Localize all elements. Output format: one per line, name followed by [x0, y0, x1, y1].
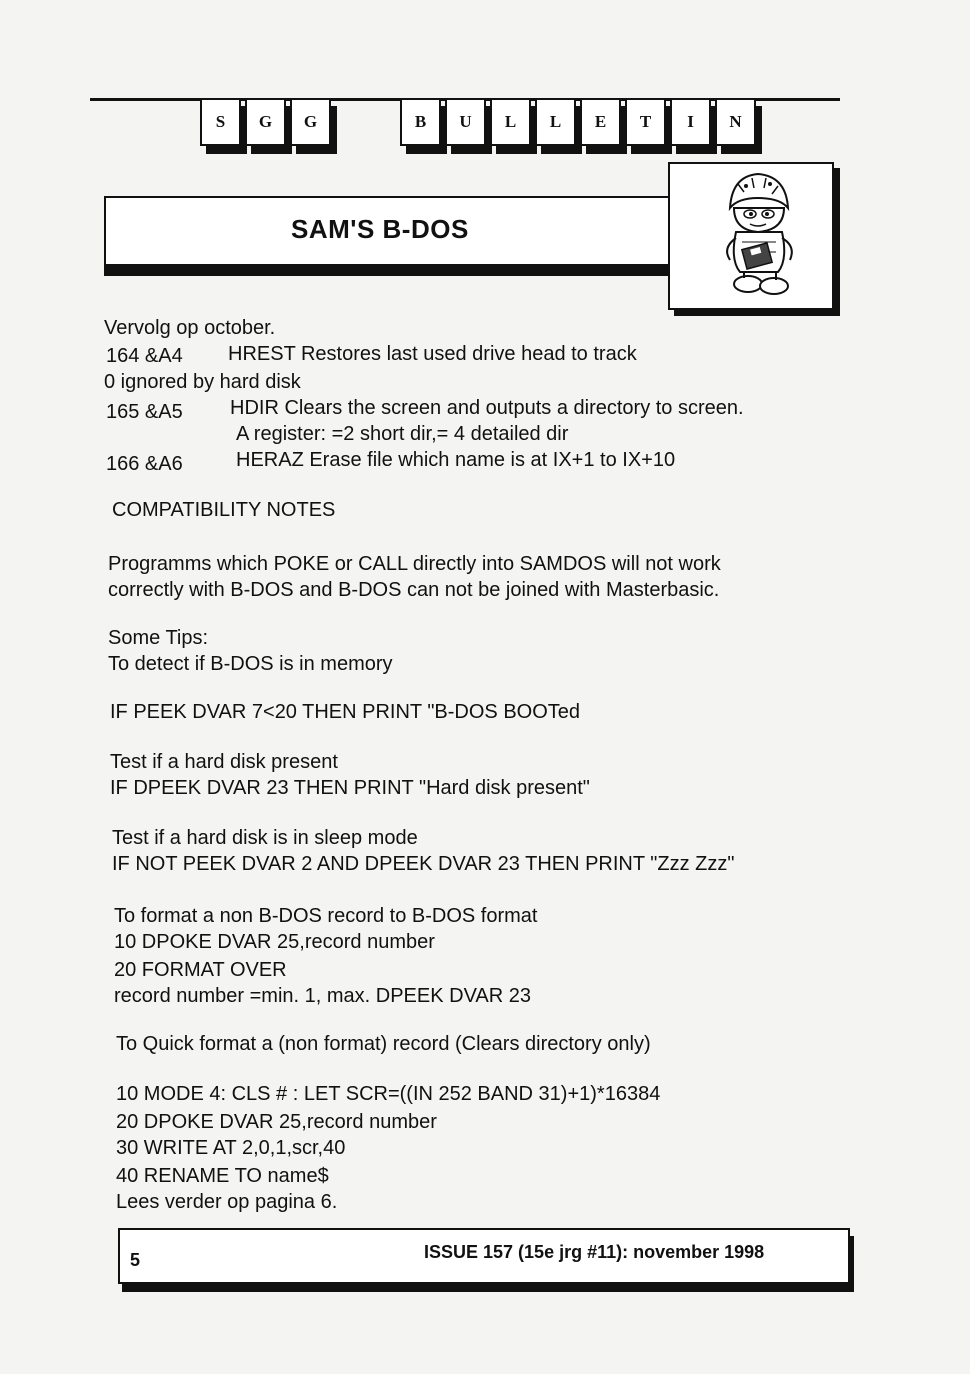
command-description: HREST Restores last used drive head to track: [228, 343, 637, 365]
issue-label: ISSUE 157 (15e jrg #11): november 1998: [424, 1242, 765, 1262]
page-number: 5: [130, 1250, 141, 1270]
command-description: HERAZ Erase file which name is at IX+1 to IX+10: [236, 449, 676, 471]
letter: T: [639, 112, 652, 131]
letter-box: [580, 98, 621, 146]
code-line: 10 DPOKE DVAR 25,record number: [114, 931, 435, 953]
letter-box: [535, 98, 576, 146]
section-heading: COMPATIBILITY NOTES: [112, 499, 336, 521]
letter-box: [715, 98, 756, 146]
paragraph-line: correctly with B-DOS and B-DOS can not be joined with Masterbasic.: [108, 579, 720, 601]
code-line: IF PEEK DVAR 7<20 THEN PRINT "B-DOS BOOTed: [110, 701, 581, 723]
letter-box: [490, 98, 531, 146]
code-line: 10 MODE 4: CLS # : LET SCR=((IN 252 BAND 31)+1)*16384: [116, 1083, 661, 1105]
command-description: HDIR Clears the screen and outputs a directory to screen.: [230, 397, 744, 419]
code-line: 30 WRITE AT 2,0,1,scr,40: [116, 1137, 346, 1159]
command-code: 164 &A4: [106, 345, 183, 367]
paragraph-line: To detect if B-DOS is in memory: [108, 653, 393, 675]
paragraph-line: Test if a hard disk is in sleep mode: [112, 827, 418, 849]
letter-box: [400, 98, 441, 146]
mascot-box: [668, 162, 834, 310]
page-footer: [118, 1228, 850, 1284]
letter: E: [594, 112, 607, 131]
intro-line: Vervolg op october.: [104, 317, 276, 339]
code-line: IF NOT PEEK DVAR 2 AND DPEEK DVAR 23 THEN PRINT "Zzz Zzz": [112, 853, 735, 875]
letter: I: [687, 112, 694, 131]
letter-box: [200, 98, 241, 146]
command-code: 165 &A5: [106, 401, 183, 423]
letter-box: [445, 98, 486, 146]
article-title: SAM'S B-DOS: [291, 214, 469, 244]
paragraph-line: Test if a hard disk present: [110, 751, 338, 773]
bulletin-mascot-icon: [700, 168, 810, 302]
code-line: 40 RENAME TO name$: [116, 1165, 329, 1187]
bulletin-letters: [400, 98, 756, 146]
letter: B: [414, 112, 427, 131]
letter-box: [670, 98, 711, 146]
letter: S: [215, 112, 226, 131]
letter: L: [504, 112, 517, 131]
paragraph-line: Programms which POKE or CALL directly into SAMDOS will not work: [108, 553, 721, 575]
command-code: 166 &A6: [106, 453, 183, 475]
letter: G: [258, 112, 273, 131]
letter: G: [303, 112, 318, 131]
command-note: A register: =2 short dir,= 4 detailed dir: [236, 423, 569, 445]
paragraph-line: record number =min. 1, max. DPEEK DVAR 23: [114, 985, 532, 1007]
section-heading: Some Tips:: [108, 627, 209, 649]
code-line: 20 FORMAT OVER: [114, 959, 287, 981]
letter: U: [459, 112, 472, 131]
code-line: IF DPEEK DVAR 23 THEN PRINT "Hard disk present": [110, 777, 590, 799]
continue-note: Lees verder op pagina 6.: [116, 1191, 338, 1213]
letter-box: [245, 98, 286, 146]
paragraph-line: To Quick format a (non format) record (Clears directory only): [116, 1033, 651, 1055]
letter: L: [549, 112, 562, 131]
sgg-letters: [200, 98, 331, 146]
letter-box: [625, 98, 666, 146]
command-note: 0 ignored by hard disk: [104, 371, 301, 393]
letter-box: [290, 98, 331, 146]
title-banner: [104, 196, 674, 266]
letter: N: [729, 112, 742, 131]
paragraph-line: To format a non B-DOS record to B-DOS format: [114, 905, 538, 927]
code-line: 20 DPOKE DVAR 25,record number: [116, 1111, 437, 1133]
